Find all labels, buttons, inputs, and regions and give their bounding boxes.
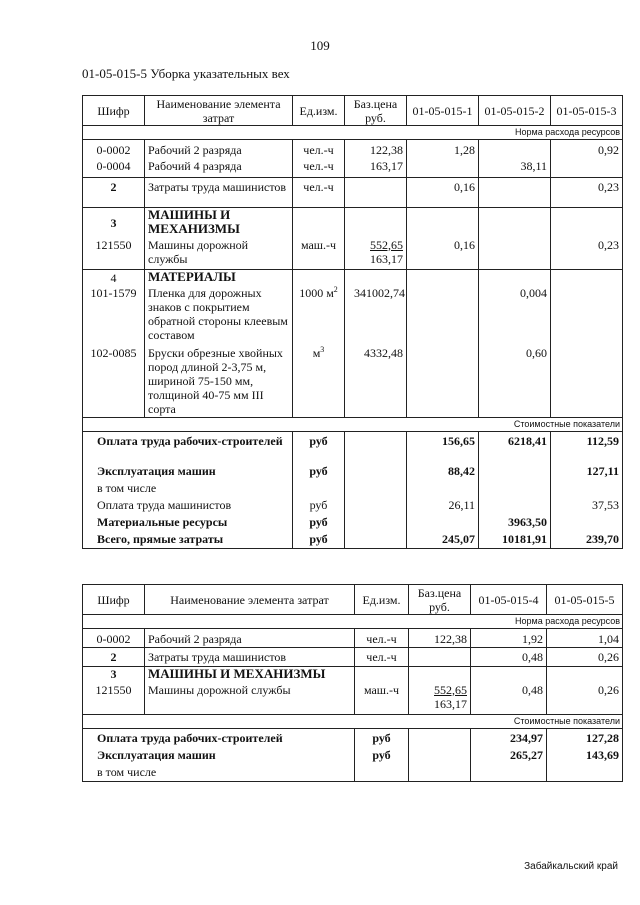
- band-resources: Норма расхода ресурсов: [83, 126, 623, 140]
- cost-v3: 127,11: [551, 464, 623, 481]
- row-name: Рабочий 2 разряда: [145, 140, 293, 159]
- row-code: 121550: [83, 683, 145, 715]
- cost-v5: 127,28: [547, 729, 623, 748]
- row-v2: [479, 140, 551, 159]
- header-price: Баз.цена руб.: [345, 96, 407, 126]
- cost-row: [83, 464, 623, 481]
- row-price: 122,38: [409, 629, 471, 648]
- row-code: 2: [83, 178, 145, 208]
- row-v5: 1,04: [547, 629, 623, 648]
- cost-v3: 37,53: [551, 498, 623, 515]
- cost-v3: 112,59: [551, 432, 623, 464]
- row-v1: [407, 159, 479, 178]
- band-resources: Норма расхода ресурсов: [83, 615, 623, 629]
- row-v2: 0,004: [479, 286, 551, 346]
- cost-name: в том числе: [83, 765, 355, 782]
- table-row: [83, 140, 623, 159]
- cost-unit: руб: [293, 498, 345, 515]
- cost-v5: 143,69: [547, 748, 623, 765]
- section-row-materials: [83, 270, 623, 286]
- section-row-machines: [83, 208, 623, 238]
- row-price: 4332,48: [345, 346, 407, 418]
- row-code: 102-0085: [83, 346, 145, 418]
- cost-v2: 6218,41: [479, 432, 551, 464]
- cost-unit: руб: [355, 748, 409, 765]
- header-code: Шифр: [83, 585, 145, 615]
- price-labor: 163,17: [434, 696, 467, 711]
- row-price: 122,38: [345, 140, 407, 159]
- row-price: 163,17: [345, 159, 407, 178]
- row-code: 121550: [83, 238, 145, 270]
- row-unit: чел.-ч: [355, 629, 409, 648]
- row-v2: 0,60: [479, 346, 551, 418]
- row-v4: 0,48: [471, 648, 547, 667]
- band-costs: Стоимостные показатели: [83, 418, 623, 432]
- header-code: Шифр: [83, 96, 145, 126]
- row-v4: 0,48: [471, 683, 547, 715]
- section-title: МАШИНЫ И МЕХАНИЗМЫ: [145, 667, 355, 683]
- header-unit: Ед.изм.: [293, 96, 345, 126]
- header-col-2: 01-05-015-2: [479, 96, 551, 126]
- row-v3: 0,23: [551, 238, 623, 270]
- cost-name: Оплата труда рабочих-строителей: [83, 729, 355, 748]
- table-row: [83, 648, 623, 667]
- section-number: 3: [83, 208, 145, 238]
- price-base: 552,65: [370, 237, 403, 252]
- section-row-machines: [83, 667, 623, 683]
- row-code: 0-0002: [83, 140, 145, 159]
- row-v5: 0,26: [547, 683, 623, 715]
- row-unit: маш.-ч: [293, 238, 345, 270]
- header-col-5: 01-05-015-5: [547, 585, 623, 615]
- row-v4: 1,92: [471, 629, 547, 648]
- cost-name: Эксплуатация машин: [83, 464, 293, 481]
- cost-name: в том числе: [83, 481, 293, 498]
- table-row: [83, 629, 623, 648]
- cost-unit: руб: [293, 515, 345, 532]
- resource-table-1: [82, 95, 623, 549]
- cost-v3: 239,70: [551, 532, 623, 549]
- header-price: Баз.цена руб.: [409, 585, 471, 615]
- header-unit: Ед.изм.: [355, 585, 409, 615]
- row-name: Затраты труда машинистов: [145, 178, 293, 208]
- row-name: Рабочий 4 разряда: [145, 159, 293, 178]
- cost-v4: 234,97: [471, 729, 547, 748]
- row-code: 101-1579: [83, 286, 145, 346]
- price-labor: 163,17: [370, 251, 403, 266]
- row-v3: [551, 159, 623, 178]
- section-title: МАТЕРИАЛЫ: [145, 270, 293, 286]
- row-name: Пленка для дорожных знаков с покрытием обратной стороны клеевым составом: [145, 286, 293, 346]
- row-price: 341002,74: [345, 286, 407, 346]
- section-number: 4: [83, 270, 145, 286]
- cost-row: [83, 532, 623, 549]
- row-unit: чел.-ч: [293, 159, 345, 178]
- price-base: 552,65: [434, 682, 467, 697]
- cost-v1: 88,42: [407, 464, 479, 481]
- row-code: 0-0004: [83, 159, 145, 178]
- header-name: Наименование элемента затрат: [145, 585, 355, 615]
- header-col-3: 01-05-015-3: [551, 96, 623, 126]
- row-name: Затраты труда машинистов: [145, 648, 355, 667]
- row-v3: 0,23: [551, 178, 623, 208]
- cost-v2: 10181,91: [479, 532, 551, 549]
- row-v5: 0,26: [547, 648, 623, 667]
- cost-v1: 26,11: [407, 498, 479, 515]
- resource-table-2: [82, 584, 623, 782]
- row-code: 0-0002: [83, 629, 145, 648]
- cost-row: [83, 515, 623, 532]
- table-header-row: [83, 96, 623, 126]
- document-title: 01-05-015-5 Уборка указательных вех: [82, 66, 290, 81]
- footer-region: Забайкальский край: [524, 861, 618, 872]
- row-v1: 0,16: [407, 178, 479, 208]
- section-number: 3: [83, 667, 145, 683]
- cost-unit: руб: [293, 464, 345, 481]
- header-col-4: 01-05-015-4: [471, 585, 547, 615]
- table-row: [83, 159, 623, 178]
- cost-row: [83, 765, 623, 782]
- row-unit: чел.-ч: [355, 648, 409, 667]
- row-v1: 1,28: [407, 140, 479, 159]
- row-code: 2: [83, 648, 145, 667]
- section-title: МАШИНЫ И МЕХАНИЗМЫ: [145, 208, 293, 238]
- cost-v1: 156,65: [407, 432, 479, 464]
- header-name: Наименование элемента затрат: [145, 96, 293, 126]
- cost-row: [83, 498, 623, 515]
- row-v2: 38,11: [479, 159, 551, 178]
- row-name: Машины дорожной службы: [145, 238, 293, 270]
- row-unit: чел.-ч: [293, 178, 345, 208]
- cost-name: Оплата труда машинистов: [83, 498, 293, 515]
- table-header-row: [83, 585, 623, 615]
- band-costs: Стоимостные показатели: [83, 715, 623, 729]
- row-name: Бруски обрезные хвойных пород длиной 2-3,75 м, шириной 75-150 мм, толщиной 40-75 мм III сорта: [145, 346, 293, 418]
- cost-name: Материальные ресурсы: [83, 515, 293, 532]
- table-row: [83, 178, 623, 208]
- cost-unit: руб: [293, 532, 345, 549]
- row-v3: 0,92: [551, 140, 623, 159]
- row-unit: $м^3$: [293, 346, 345, 418]
- cost-name: Всего, прямые затраты: [83, 532, 293, 549]
- cost-v2: 3963,50: [479, 515, 551, 532]
- table-row: [83, 238, 623, 270]
- table-row: [83, 286, 623, 346]
- header-col-1: 01-05-015-1: [407, 96, 479, 126]
- cost-name: Эксплуатация машин: [83, 748, 355, 765]
- page-number: 109: [310, 38, 330, 53]
- cost-unit: руб: [293, 432, 345, 464]
- cost-row: [83, 729, 623, 748]
- row-unit: 1000 $м^2$: [293, 286, 345, 346]
- row-unit: маш.-ч: [355, 683, 409, 715]
- cost-v4: 265,27: [471, 748, 547, 765]
- cost-v1: 245,07: [407, 532, 479, 549]
- cost-row: [83, 432, 623, 464]
- cost-name: Оплата труда рабочих-строителей: [83, 432, 293, 464]
- cost-unit: руб: [355, 729, 409, 748]
- cost-row: [83, 481, 623, 498]
- row-unit: чел.-ч: [293, 140, 345, 159]
- row-v1: 0,16: [407, 238, 479, 270]
- row-name: Рабочий 2 разряда: [145, 629, 355, 648]
- table-row: [83, 683, 623, 715]
- row-name: Машины дорожной службы: [145, 683, 355, 715]
- table-row: [83, 346, 623, 418]
- cost-row: [83, 748, 623, 765]
